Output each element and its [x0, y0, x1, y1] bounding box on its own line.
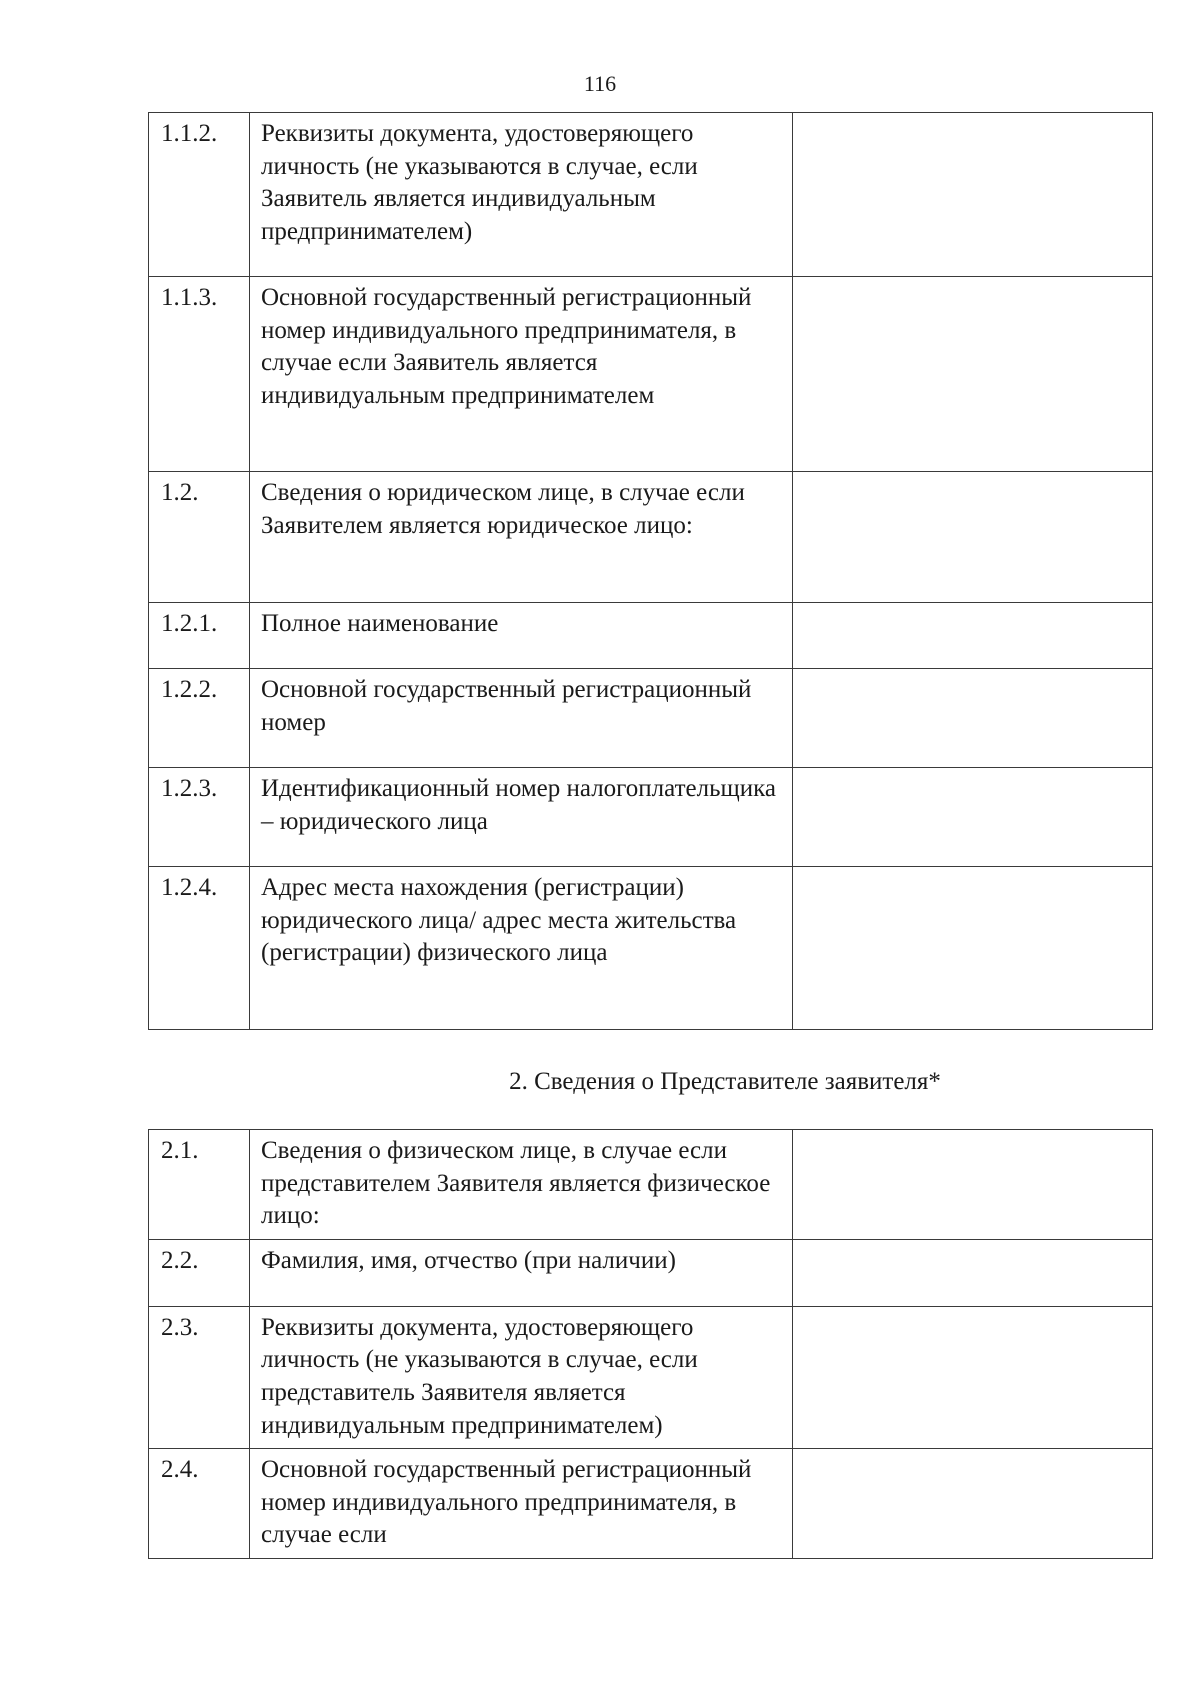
- table-row: [149, 768, 1153, 867]
- row-label: Сведения о юридическом лице, в случае если Заявителем является юридическое лицо:: [250, 472, 793, 603]
- row-number: 1.1.3.: [149, 277, 250, 472]
- table-row: [149, 1306, 1153, 1448]
- page-number: 116: [583, 71, 617, 96]
- table-row: [149, 1130, 1153, 1240]
- row-number: 1.1.2.: [149, 113, 250, 277]
- row-number: 2.3.: [149, 1306, 250, 1448]
- table-row: [149, 867, 1153, 1030]
- section-heading-text: 2. Сведения о Представителе заявителя*: [509, 1068, 941, 1095]
- value-cell[interactable]: [793, 472, 1153, 603]
- row-number: 1.2.2.: [149, 669, 250, 768]
- row-label: Реквизиты документа, удостоверяющего личность (не указываются в случае, если представитель Заявителя является индивидуальным предпринимателем): [250, 1306, 793, 1448]
- value-cell[interactable]: [793, 669, 1153, 768]
- row-number: 2.2.: [149, 1239, 250, 1306]
- value-cell[interactable]: [793, 768, 1153, 867]
- row-label: Основной государственный регистрационный номер: [250, 669, 793, 768]
- value-cell[interactable]: [793, 1449, 1153, 1559]
- row-label: Основной государственный регистрационный номер индивидуального предпринимателя, в случае если Заявитель является индивидуальным предпринимателем: [250, 277, 793, 472]
- row-label: Идентификационный номер налогоплательщика – юридического лица: [250, 768, 793, 867]
- table-row: [149, 1449, 1153, 1559]
- table-row: [149, 472, 1153, 603]
- row-label: Реквизиты документа, удостоверяющего личность (не указываются в случае, если Заявитель является индивидуальным предпринимателем): [250, 113, 793, 277]
- value-cell[interactable]: [793, 603, 1153, 669]
- value-cell[interactable]: [793, 1306, 1153, 1448]
- table-row: [149, 113, 1153, 277]
- table-row: [149, 1239, 1153, 1306]
- value-cell[interactable]: [793, 1239, 1153, 1306]
- value-cell[interactable]: [793, 867, 1153, 1030]
- row-number: 2.4.: [149, 1449, 250, 1559]
- table-row: [149, 277, 1153, 472]
- applicant-details-table: [148, 112, 1153, 1030]
- row-number: 1.2.: [149, 472, 250, 603]
- row-label: Адрес места нахождения (регистрации) юридического лица/ адрес места жительства (регистрации) физического лица: [250, 867, 793, 1030]
- row-label: Полное наименование: [250, 603, 793, 669]
- row-number: 1.2.3.: [149, 768, 250, 867]
- row-number: 1.2.4.: [149, 867, 250, 1030]
- section-heading: [0, 1066, 1200, 1098]
- row-number: 1.2.1.: [149, 603, 250, 669]
- table-row: [149, 669, 1153, 768]
- table-row: [149, 603, 1153, 669]
- row-label: Фамилия, имя, отчество (при наличии): [250, 1239, 793, 1306]
- value-cell[interactable]: [793, 277, 1153, 472]
- value-cell[interactable]: [793, 113, 1153, 277]
- value-cell[interactable]: [793, 1130, 1153, 1240]
- row-number: 2.1.: [149, 1130, 250, 1240]
- row-label: Сведения о физическом лице, в случае если представителем Заявителя является физическое лицо:: [250, 1130, 793, 1240]
- representative-details-table: [148, 1129, 1153, 1559]
- row-label: Основной государственный регистрационный номер индивидуального предпринимателя, в случае если: [250, 1449, 793, 1559]
